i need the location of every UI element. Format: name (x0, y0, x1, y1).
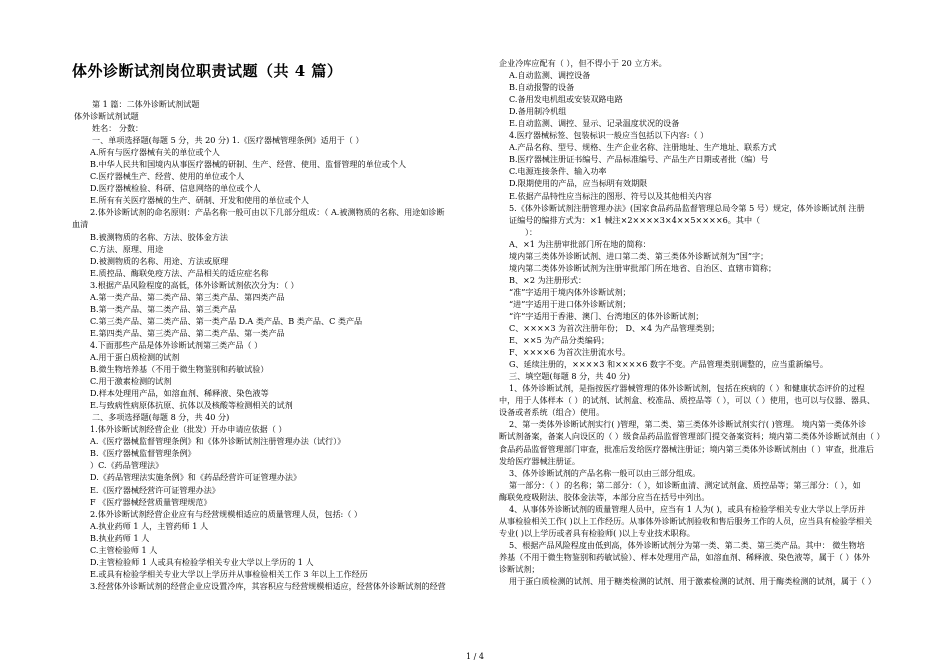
text-line: D.主管检验师 1 人或具有检验学相关专业大学以上学历的 1 人 (90, 556, 314, 567)
text-line: 诊断试剂； (499, 563, 540, 574)
text-line: 1、体外诊断试剂，是指按医疗器械管理的体外诊断试剂，包括在疾病的（ ）和健康状态评价的过程 (509, 383, 865, 394)
text-line: E.质控品、酶联免疫方法、产品相关的适应症名称 (90, 267, 269, 278)
text-line: C.电源连接条件、输入功率 (509, 166, 607, 177)
text-line: 酶联免疫吸附法、胶体金法等，本部分应当在括号中列出。 (499, 491, 710, 502)
text-line: C、××××3 为首次注册年份； D、×4 为产品管理类别； (509, 323, 720, 334)
text-line: A.《医疗器械监督管理条例》和《体外诊断试剂注册管理办法（试行）》 (90, 436, 346, 447)
text-line: E.所有有关医疗器械的生产、研制、开发和使用的单位或个人 (90, 195, 309, 206)
text-line: 血清 (72, 219, 89, 230)
text-line: A.第一类产品、第二类产品、第三类产品、第四类产品 (90, 291, 285, 302)
text-line: C.主管检验师 1 人 (90, 544, 158, 555)
text-line: A.用于蛋白质检测的试剂 (90, 351, 180, 362)
page-number: 1 / 4 (466, 652, 484, 661)
text-line: 企业冷库应配有（ ），但不得小于 20 立方米。 (499, 58, 667, 68)
text-line: C.备用发电机组或安装双路电路 (509, 94, 623, 105)
text-line: 2、第一类体外诊断试剂实行( )管理，第二类、第三类体外诊断试剂实行( )管理。 境内第一类体外诊 (509, 419, 867, 430)
text-line: F 《医疗器械经营质量管理规范》 (90, 496, 212, 507)
text-line: 用于蛋白质检测的试剂、用于糖类检测的试剂、用于激素检测的试剂、用于酶类检测的试剂，属于（ ） (509, 576, 876, 587)
text-line: ）C.《药品管理法》 (90, 460, 164, 471)
text-line: ）： (525, 226, 538, 237)
text-line: 设备或者系统（组合）使用。 (499, 407, 605, 418)
text-line: A.产品名称、型号、规格、生产企业名称、注册地址、生产地址、联系方式 (509, 142, 777, 153)
text-line: 二、多项选择题(每题 8 分，共 40 分) (92, 412, 230, 423)
text-line: 专业( )以上学历或者具有检验师( )以上专业技术职称。 (499, 527, 695, 538)
text-line: 第 1 篇：二体外诊断试剂试题 (92, 99, 200, 109)
text-line: B.中华人民共和国境内从事医疗器械的研制、生产、经营、使用、监督管理的单位或个人 (90, 159, 407, 170)
text-line: D.被测物质的名称、用途、方法或原理 (90, 255, 229, 266)
text-line: D.样本处理用产品，如溶血剂、稀释液、染色液等 (90, 388, 269, 399)
right-column (499, 57, 889, 587)
text-line: B.被测物质的名称、方法、胶体金方法 (90, 231, 229, 242)
text-line: 姓名： 分数： (92, 123, 144, 134)
text-line: B.《医疗器械监督管理条例》 (90, 448, 196, 459)
text-line: C.第三类产品、第二类产品、第一类产品 D.A 类产品、B 类产品、C 类产品 (90, 315, 363, 326)
text-line: D.《药品管理法实施条例》和《药品经营许可证管理办法》 (90, 472, 302, 483)
text-line: E.与致病性病原体抗原、抗体以及核酸等检测相关的试剂 (90, 400, 293, 411)
text-line: 一、单项选择题(每题 5 分，共 20 分) 1.《医疗器械管理条例》适用于（ ） (92, 135, 364, 146)
text-line: “准”字适用于境内体外诊断试剂； (509, 286, 631, 297)
text-line: G、延续注册的，××××3 和××××6 数字不变。产品管理类别调整的，应当重新编号。 (509, 359, 828, 370)
text-line: A、×1 为注册审批部门所在地的简称： (509, 238, 651, 249)
text-line: “进”字适用于进口体外诊断试剂； (509, 298, 631, 309)
text-line: C.方法、原理、用途 (90, 243, 164, 254)
text-line: A.执业药师 1 人，主管药师 1 人 (90, 520, 209, 531)
text-line: 3.经营体外诊断试剂的经营企业应设置冷库，其容积应与经营规模相适应，经营体外诊断试剂的经营 (90, 580, 446, 591)
text-line: 5、根据产品风险程度由低到高，体外诊断试剂分为第一类、第二类、第三类产品。其中： 微生物培 (509, 539, 865, 550)
text-line: 4.下面那些产品是体外诊断试剂第三类产品（ ） (90, 339, 263, 350)
document-title: 体外诊断试剂岗位职责试题（共 4 篇） (72, 62, 343, 80)
text-line: B.执业药师 1 人 (90, 532, 150, 543)
text-line: 5.《体外诊断试剂注册管理办法》(国家食品药品监督管理总局令第 5 号）规定，体外诊断试剂 注册 (509, 202, 865, 213)
text-line: 中，用于人体样本（ ）的试剂、试剂盒、校准品、质控品等（ ），可以（ ）使用，也可以与仪器、器具、 (499, 395, 875, 406)
left-column (72, 98, 468, 592)
text-line: “许”字适用于香港、澳门、台湾地区的体外诊断试剂； (509, 310, 704, 321)
text-line: D.医疗器械检验、科研、信息网络的单位或个人 (90, 183, 261, 194)
text-line: E.依据产品特性应当标注的图形、符号以及其他相关内容 (509, 190, 712, 201)
text-line: 从事检验相关工作( )以上工作经历。从事体外诊断试剂验收和售后服务工作的人员，应当具有检验学相关 (499, 515, 873, 526)
text-line: 3.根据产品风险程度的高低，体外诊断试剂依次分为：（ ） (90, 279, 299, 290)
text-line: A.自动监测、调控设备 (509, 70, 591, 81)
text-line: 4.医疗器械标签、包装标识一般应当包括以下内容:（ ） (509, 130, 709, 141)
text-line: D.限期使用的产品，应当标明有效期限 (509, 178, 648, 189)
text-line: B.微生物培养基（不用于微生物鉴别和药敏试验） (90, 364, 269, 375)
text-line: F、××××6 为首次注册流水号。 (509, 347, 631, 358)
text-line: 境内第二类体外诊断试剂为注册审批部门所在地省、自治区、直辖市简称； (509, 262, 777, 273)
text-line: 三、填空题(每题 8 分，共 40 分) (509, 371, 631, 382)
text-line: 2.体外诊断试剂经营企业应有与经营规模相适应的质量管理人员，包括:（ ） (90, 508, 363, 519)
text-line: 第一部分：（ ）的名称；第二部分：（ ），如诊断血清、测定试剂盒、质控品等；第三部分：（ ），如 (509, 479, 861, 490)
text-line: 养基（不用于微生物鉴别和药敏试验）、样本处理用产品，如溶血剂、稀释液、染色液等，属于（ ）体外 (499, 551, 870, 562)
text-line: 4、从事体外诊断试剂的质量管理人员中，应当有 1 人为( )，或具有检验学相关专业大学以上学历并 (509, 503, 866, 514)
text-line: 2.体外诊断试剂的命名原则：产品名称一般可由以下几部分组成：（ A.被测物质的名称、用途如诊断 (90, 207, 445, 218)
text-line: B.自动报警的设备 (509, 82, 575, 93)
text-line: 1.体外诊断试剂经营企业（批发）开办申请应依据（ ） (90, 424, 287, 435)
text-line: A.所有与医疗器械有关的单位或个人 (90, 147, 220, 158)
text-line: E.第四类产品、第三类产品、第二类产品、第一类产品 (90, 327, 285, 338)
text-line: C.用于激素检测的试剂 (90, 376, 172, 387)
text-line: 体外诊断试剂试题 (74, 111, 139, 122)
text-line: 境内第三类体外诊断试剂、进口第二类、第三类体外诊断试剂为“国”字； (509, 250, 769, 261)
text-line: B.第一类产品、第二类产品、第三类产品 (90, 303, 237, 314)
text-line: 断试剂备案，备案人向设区的（ ）级食品药品监督管理部门提交备案资料；境内第二类体外诊断试剂由（ ） (499, 431, 885, 442)
text-line: D.备用制冷机组 (509, 106, 567, 117)
text-line: E.自动监测、调控、显示、记录温度状况的设备 (509, 118, 680, 129)
text-line: E、××5 为产品分类编码； (509, 335, 610, 346)
text-line: 食品药品监督管理部门审查，批准后发给医疗器械注册证；境内第三类体外诊断试剂由（ ）审查，批准后 (499, 443, 874, 454)
text-line: 证编号的编排方式为：×1 械注×2××××3×4××5××××6。其中（ (509, 214, 761, 225)
text-line: 3、体外诊断试剂的产品名称一般可以由三部分组成。 (509, 467, 701, 478)
text-line: 发给医疗器械注册证。 (499, 455, 580, 466)
text-line: B.医疗器械注册证书编号、产品标准编号、产品生产日期或者批（编）号 (509, 154, 769, 165)
text-line: B、×2 为注册形式： (509, 274, 587, 285)
text-line: E.《医疗器械经营许可证管理办法》 (90, 484, 220, 495)
text-line: C.医疗器械生产、经营、使用的单位或个人 (90, 171, 245, 182)
text-line: E.或具有检验学相关专业大学以上学历并从事检验相关工作 3 年以上工作经历 (90, 568, 368, 579)
